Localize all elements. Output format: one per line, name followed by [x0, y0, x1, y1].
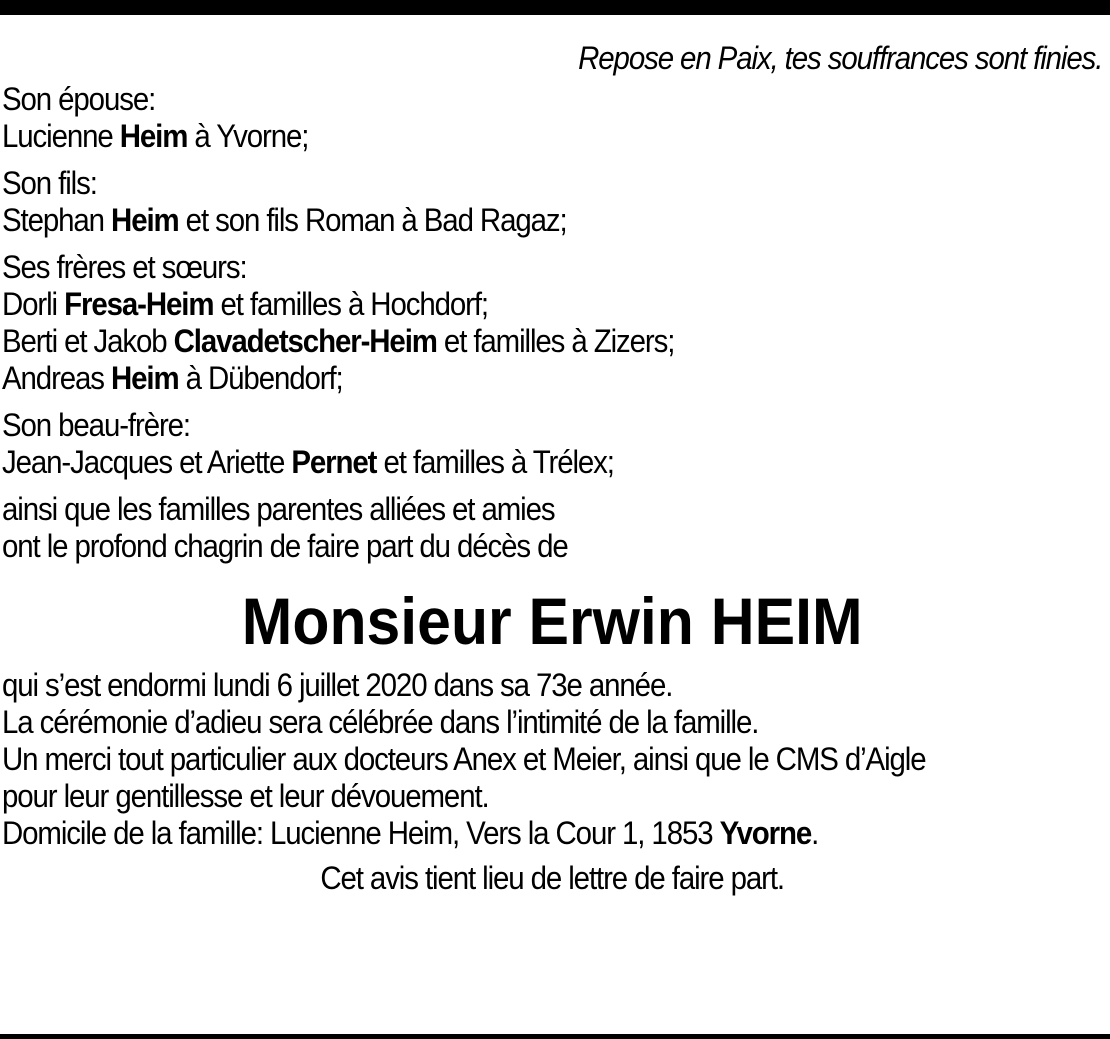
member-prefix: Berti et Jakob [2, 323, 174, 359]
member-prefix: Dorli [2, 286, 65, 322]
member-surname: Heim [119, 118, 188, 154]
family-block-son [2, 165, 1020, 239]
member-suffix: et familles à Hochdorf; [213, 286, 488, 322]
closing-note: Cet avis tient lieu de lettre de faire part. [320, 860, 784, 896]
family-heading: Son épouse: [2, 81, 156, 117]
family-member-line [2, 286, 1020, 323]
member-surname: Fresa-Heim [64, 286, 214, 322]
member-prefix: Stephan [2, 202, 112, 238]
deceased-name: Monsieur Erwin HEIM [241, 584, 863, 658]
domicile-town: Yvorne [719, 815, 812, 851]
domicile-line [2, 815, 1020, 852]
member-suffix: et familles à Zizers; [436, 323, 675, 359]
family-block-spouse [2, 81, 1020, 155]
domicile-prefix: Domicile de la famille: Lucienne Heim, Vers la Cour 1, 1853 [2, 815, 720, 851]
family-member-line [2, 323, 1020, 360]
member-prefix: Andreas [2, 360, 112, 396]
member-prefix: Lucienne [2, 118, 120, 154]
bottom-rule [0, 1034, 1110, 1039]
death-notice [2, 40, 1103, 897]
member-surname: Clavadetscher-Heim [173, 323, 437, 359]
member-suffix: à Yvorne; [187, 118, 309, 154]
details-line: Un merci tout particulier aux docteurs Anex et Meier, ainsi que le CMS d’Aigle [2, 741, 926, 777]
family-member-line [2, 202, 1020, 239]
member-prefix: Jean-Jacques et Ariette [2, 444, 292, 480]
epigraph: Repose en Paix, tes souffrances sont finies. [578, 40, 1103, 76]
top-rule [0, 0, 1110, 15]
member-suffix: à Dübendorf; [178, 360, 343, 396]
family-block-siblings [2, 249, 1020, 397]
announcement-line: ont le profond chagrin de faire part du décès de [2, 528, 568, 564]
family-heading: Ses frères et sœurs: [2, 249, 247, 285]
member-suffix: et son fils Roman à Bad Ragaz; [178, 202, 567, 238]
announcement [2, 491, 1020, 565]
announcement-line: ainsi que les familles parentes alliées et amies [2, 491, 555, 527]
family-member-line [2, 360, 1020, 397]
details-line: qui s’est endormi lundi 6 juillet 2020 dans sa 73e année. [2, 667, 673, 703]
member-surname: Heim [111, 202, 179, 238]
details-line: pour leur gentillesse et leur dévouement. [2, 778, 489, 814]
member-suffix: et familles à Trélex; [376, 444, 614, 480]
details [2, 667, 1020, 852]
family-block-brother-in-law [2, 407, 1020, 481]
details-line: La cérémonie d’adieu sera célébrée dans l’intimité de la famille. [2, 704, 759, 740]
family-heading: Son fils: [2, 165, 97, 201]
family-member-line [2, 444, 1020, 481]
family-heading: Son beau-frère: [2, 407, 191, 443]
family-member-line [2, 118, 1020, 155]
domicile-suffix: . [811, 815, 819, 851]
member-surname: Pernet [291, 444, 377, 480]
member-surname: Heim [111, 360, 179, 396]
